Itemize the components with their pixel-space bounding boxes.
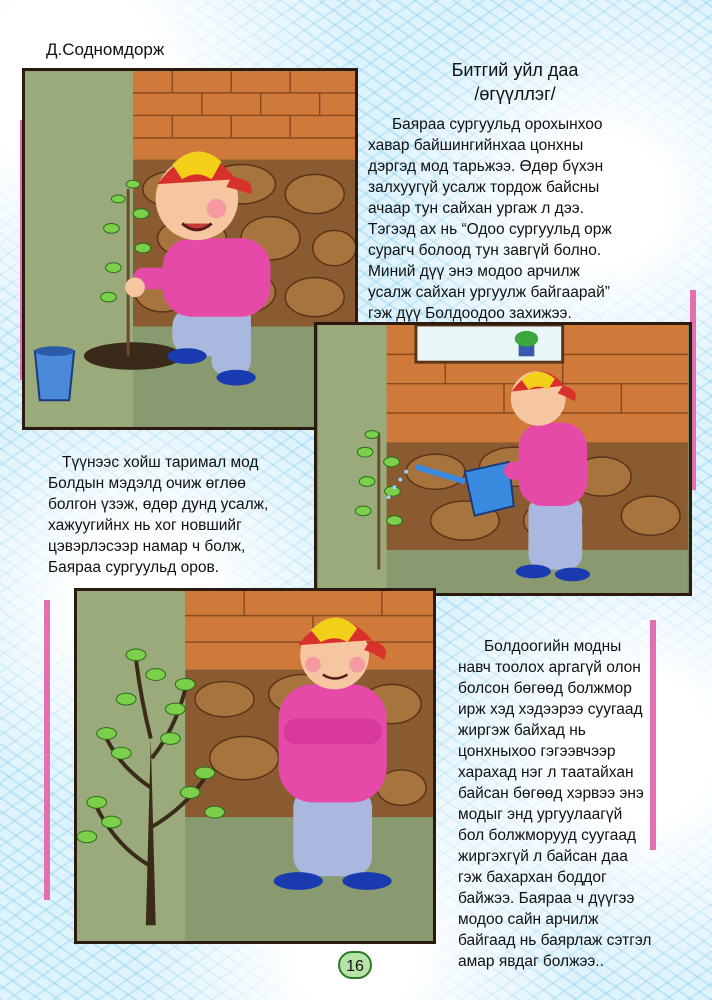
text-line: болгон үзэж, өдөр дунд усалж, xyxy=(48,496,269,513)
text-line: байсан бөгөөд хэрвээ энэ xyxy=(458,785,644,802)
illustration-panel-2 xyxy=(314,322,692,596)
pink-stripe-bottom-left xyxy=(44,600,50,900)
illustration-panel-3 xyxy=(74,588,436,944)
text-line: хавар байшингийнхаа цонхны xyxy=(368,137,584,154)
paragraph-2 xyxy=(48,452,318,578)
text-line: усалж сайхан ургуулж байгаарай” xyxy=(368,284,610,301)
text-line: байгаад нь баярлаж сэтгэл xyxy=(458,932,652,949)
text-line: модыг энд ургуулаагүй xyxy=(458,806,623,823)
text-line: Болдоогийн модны xyxy=(484,638,622,655)
text-line: залхуугүй усалж тордож байсны xyxy=(368,179,600,196)
author-name: Д.Содномдорж xyxy=(46,40,165,59)
text-line: ирж хэд хэдээрээ суугаад xyxy=(458,701,643,718)
page-number: 16 xyxy=(338,951,372,979)
title-line-1: Битгий уйл даа xyxy=(451,60,579,80)
boy-watering-tree-illustration xyxy=(317,325,689,593)
boy-beside-grown-tree-illustration xyxy=(77,591,433,941)
text-line: навч тоолох аргагүй олон xyxy=(458,659,641,676)
text-line: цэвэрлэсээр намар ч болж, xyxy=(48,538,246,555)
text-line: модоо сайн арчилж xyxy=(458,911,599,928)
text-line: жиргэж байхад нь xyxy=(458,722,586,739)
text-line: болсон бөгөөд болжмор xyxy=(458,680,632,697)
text-line: Миний дүү энэ модоо арчилж xyxy=(368,263,580,280)
text-line: Түүнээс хойш таримал мод xyxy=(62,454,259,471)
story-title xyxy=(400,58,630,106)
text-line: сурагч болоод тун завгүй болно. xyxy=(368,242,602,259)
text-line: гэж дүү Болдоодоо захижээ. xyxy=(368,305,572,322)
text-line: хажуугийнх нь хог новшийг xyxy=(48,517,242,534)
text-line: ачаар тун сайхан ургаж л дээ. xyxy=(368,200,585,217)
text-line: дэргэд мод тарьжээ. Өдөр бүхэн xyxy=(368,158,604,175)
text-line: Баяраа сургуульд орохынхоо xyxy=(392,116,603,133)
text-line: Болдын мэдэлд очиж өглөө xyxy=(48,475,246,492)
text-line: байжээ. Баяраа ч дүүгээ xyxy=(458,890,635,907)
boy-planting-tree-illustration xyxy=(25,71,355,427)
text-line: амар явдаг болжээ.. xyxy=(458,953,604,970)
title-line-2: /өгүүллэг/ xyxy=(474,84,556,104)
text-line: цонхныхоо гэгээвчээр xyxy=(458,743,616,760)
text-line: Баяраа сургуульд оров. xyxy=(48,559,219,576)
text-line: гэж бахархан боддог xyxy=(458,869,607,886)
paragraph-1 xyxy=(368,114,688,324)
illustration-panel-1 xyxy=(22,68,358,430)
text-line: жиргэхгүй л байсан даа xyxy=(458,848,628,865)
text-line: бол болжморууд суугаад xyxy=(458,827,636,844)
text-line: харахад нэг л таатайхан xyxy=(458,764,634,781)
text-line: Тэгээд ах нь “Одоо сургуульд орж xyxy=(368,221,612,238)
paragraph-3 xyxy=(458,636,698,972)
